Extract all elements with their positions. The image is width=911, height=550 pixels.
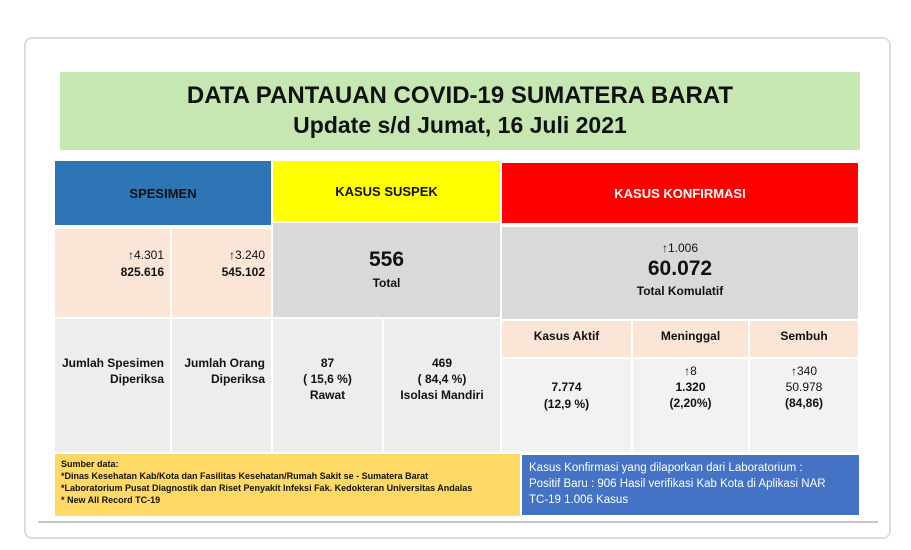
spesimen-header-label: SPESIMEN — [129, 185, 197, 201]
sembuh-value: 50.978 — [785, 380, 823, 394]
suspek-rawat-value: 87 — [320, 356, 335, 370]
konfirmasi-delta: ↑1.006 — [661, 241, 699, 255]
spesimen-col1-value: 825.616 — [120, 265, 164, 279]
suspek-rawat-pct: ( 15,6 %) — [303, 372, 352, 386]
suspek-total-label: Total — [372, 276, 401, 290]
meninggal-cell — [633, 359, 748, 452]
aktif-cell — [502, 359, 631, 452]
spesimen-col1-values — [55, 229, 170, 317]
spesimen-col2-label-line1: Jumlah Orang — [184, 356, 265, 370]
source-line-2: *Laboratorium Pusat Diagnostik dan Riset Penyakit Infeksi Fak. Kedokteran Universitas Andalas — [61, 483, 473, 493]
source-box — [55, 454, 520, 516]
page-subtitle: Update s/d Jumat, 16 Juli 2021 — [293, 112, 627, 138]
source-line-3: * New All Record TC-19 — [61, 495, 161, 505]
spesimen-col2-values — [172, 229, 271, 317]
info-box — [522, 455, 859, 515]
info-line-3: TC-19 1.006 Kasus — [529, 494, 629, 506]
aktif-value: 7.774 — [551, 380, 582, 394]
sembuh-pct: (84,86) — [784, 396, 824, 410]
spesimen-col2-delta: ↑3.240 — [228, 248, 265, 262]
konfirmasi-total-cell — [502, 227, 858, 319]
aktif-header-label: Kasus Aktif — [533, 329, 600, 343]
suspek-total-value: 556 — [368, 248, 405, 271]
meninggal-delta: ↑8 — [684, 364, 697, 378]
info-line-2: Positif Baru : 906 Hasil verifikasi Kab Kota di Aplikasi NAR — [529, 478, 826, 490]
sembuh-header-label: Sembuh — [780, 329, 828, 343]
spesimen-col1-label-line1: Jumlah Spesimen — [61, 356, 164, 370]
spesimen-col2-label-line2: Diperiksa — [210, 372, 265, 386]
spesimen-col2-value: 545.102 — [221, 265, 265, 279]
sembuh-header — [750, 321, 858, 357]
spesimen-col2-label — [172, 319, 271, 452]
konfirmasi-total-label: Total Komulatif — [636, 284, 724, 298]
source-line-1: *Dinas Kesehatan Kab/Kota dan Fasilitas Kesehatan/Rumah Sakit se - Sumatera Barat — [61, 471, 429, 481]
suspek-rawat-cell — [273, 319, 382, 452]
aktif-pct: (12,9 %) — [543, 397, 590, 411]
title-banner — [60, 72, 860, 150]
konfirmasi-header — [502, 163, 858, 223]
meninggal-value: 1.320 — [675, 380, 706, 394]
meninggal-header — [633, 321, 748, 357]
sembuh-cell — [750, 359, 858, 452]
suspek-header-label: KASUS SUSPEK — [335, 183, 438, 199]
suspek-header — [273, 161, 500, 221]
suspek-isolasi-pct: ( 84,4 %) — [417, 372, 467, 386]
konfirmasi-total-value: 60.072 — [647, 257, 713, 280]
spesimen-col1-label-line2: Diperiksa — [109, 372, 164, 386]
spesimen-col1-delta: ↑4.301 — [127, 248, 164, 262]
sembuh-delta: ↑340 — [790, 364, 818, 378]
suspek-isolasi-value: 469 — [431, 356, 453, 370]
meninggal-pct: (2,20%) — [669, 396, 712, 410]
konfirmasi-header-label: KASUS KONFIRMASI — [614, 185, 746, 201]
suspek-total-cell — [273, 223, 500, 317]
page-title: DATA PANTAUAN COVID-19 SUMATERA BARAT — [186, 82, 734, 109]
suspek-rawat-label: Rawat — [309, 388, 346, 402]
aktif-header — [502, 321, 631, 357]
suspek-isolasi-label: Isolasi Mandiri — [400, 388, 484, 402]
suspek-isolasi-cell — [384, 319, 500, 452]
info-line-1: Kasus Konfirmasi yang dilaporkan dari Laboratorium : — [529, 462, 803, 474]
spesimen-col1-label — [55, 319, 170, 452]
source-heading: Sumber data: — [61, 459, 119, 469]
divider-line — [38, 521, 878, 523]
meninggal-header-label: Meninggal — [660, 329, 721, 343]
spesimen-header — [55, 161, 271, 225]
